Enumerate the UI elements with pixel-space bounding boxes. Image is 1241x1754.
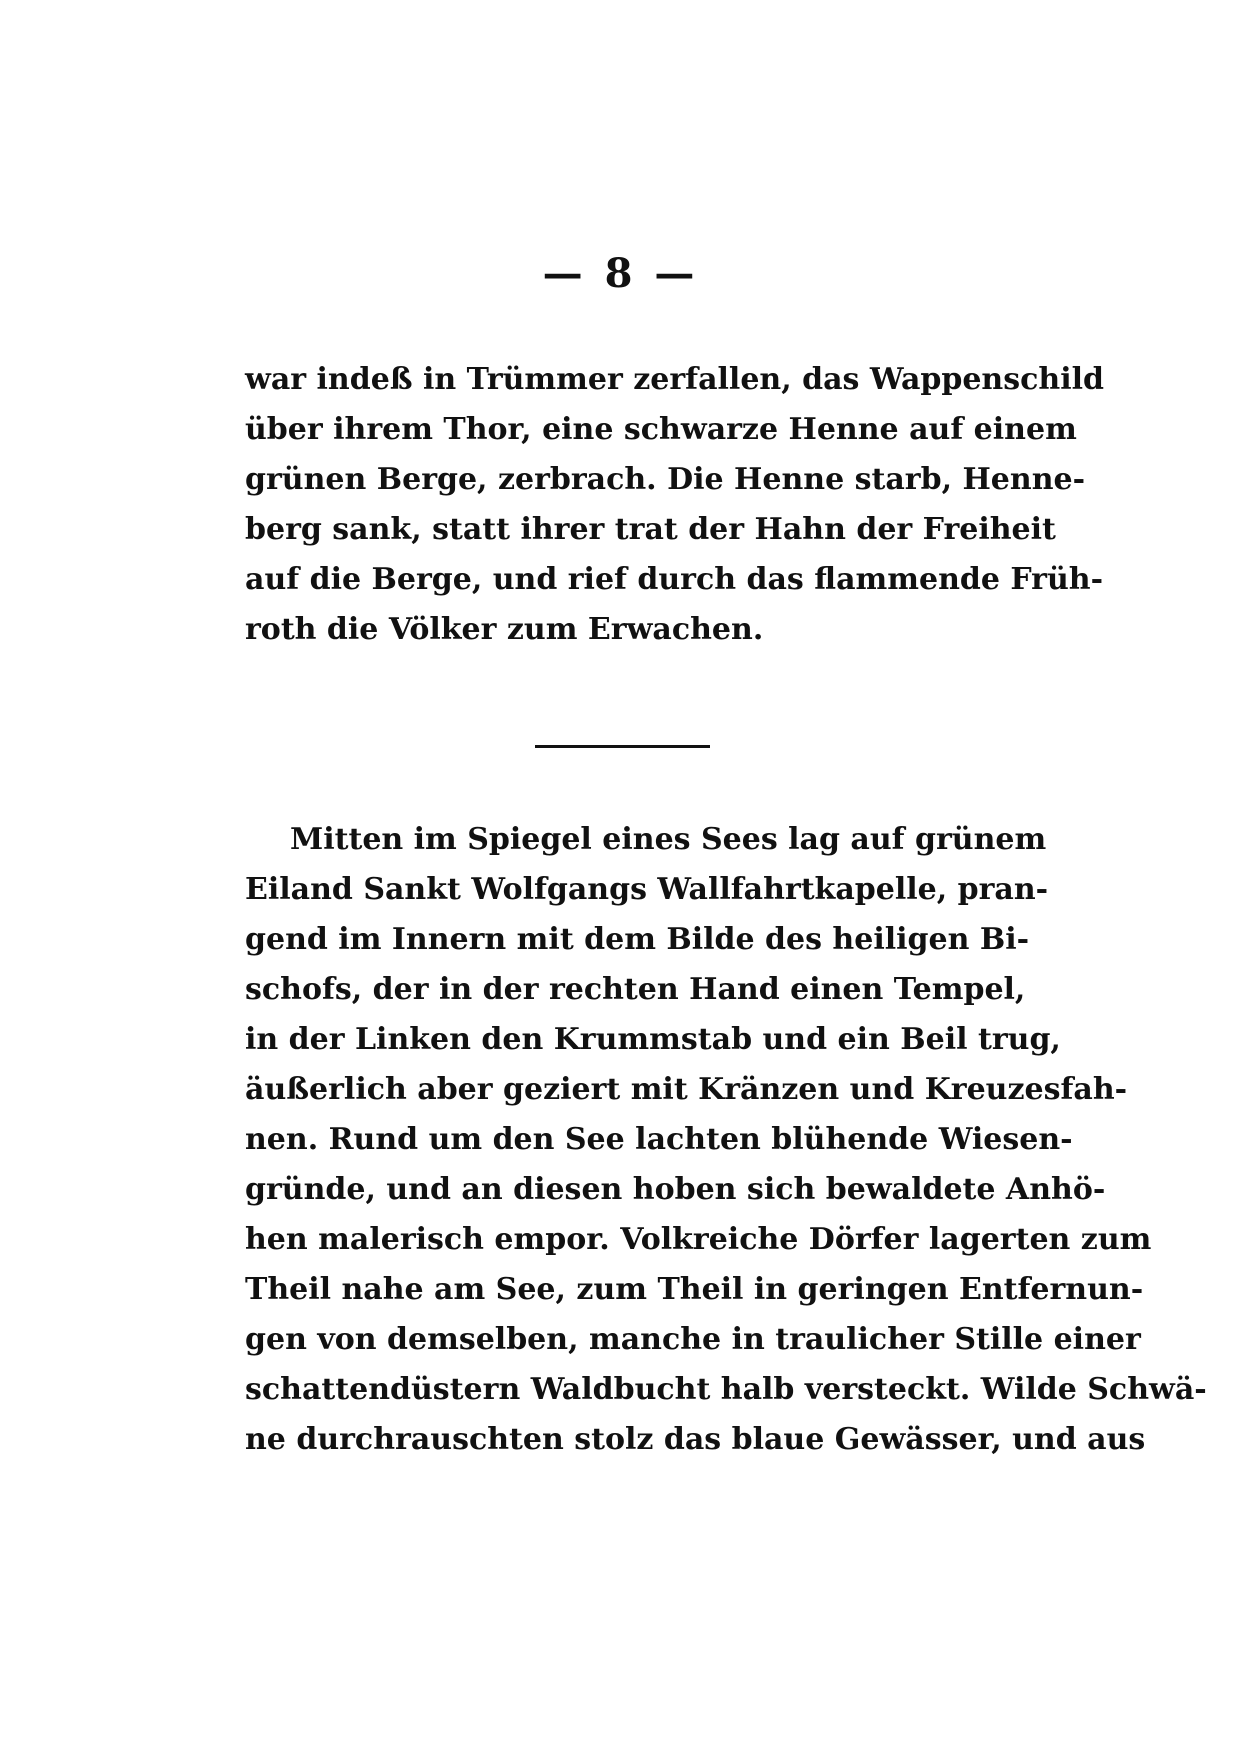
text-line: gen von demselben, manche in traulicher Stille einer xyxy=(245,1322,1141,1357)
text-line: in der Linken den Krummstab und ein Beil trug, xyxy=(245,1022,1061,1057)
page-number: — 8 — xyxy=(542,250,699,297)
text-line: grünen Berge, zerbrach. Die Henne starb, Henne- xyxy=(245,462,1086,497)
paragraph-continued xyxy=(245,355,1104,655)
text-line: Eiland Sankt Wolfgangs Wallfahrtkapelle, pran- xyxy=(245,872,1049,907)
text-line: auf die Berge, und rief durch das flammende Früh- xyxy=(245,562,1104,597)
text-line: gend im Innern mit dem Bilde des heiligen Bi- xyxy=(245,922,1030,957)
text-line: roth die Völker zum Erwachen. xyxy=(245,612,764,647)
text-line: gründe, und an diesen hoben sich bewaldete Anhö- xyxy=(245,1172,1106,1207)
paragraph-new-section xyxy=(245,815,1207,1465)
text-line: war indeß in Trümmer zerfallen, das Wappenschild xyxy=(245,362,1104,397)
text-line: Mitten im Spiegel eines Sees lag auf grünem xyxy=(290,822,1047,857)
text-line: äußerlich aber geziert mit Kränzen und Kreuzesfah- xyxy=(245,1072,1128,1107)
text-line: ne durchrauschten stolz das blaue Gewässer, und aus xyxy=(245,1422,1146,1457)
text-line: schattendüstern Waldbucht halb versteckt. Wilde Schwä- xyxy=(245,1372,1207,1407)
text-line: Theil nahe am See, zum Theil in geringen Entfernun- xyxy=(245,1272,1144,1307)
text-line: über ihrem Thor, eine schwarze Henne auf einem xyxy=(245,412,1077,447)
text-line: schofs, der in der rechten Hand einen Tempel, xyxy=(245,972,1026,1007)
text-line: hen malerisch empor. Volkreiche Dörfer lagerten zum xyxy=(245,1222,1152,1257)
text-line: berg sank, statt ihrer trat der Hahn der Freiheit xyxy=(245,512,1056,547)
section-separator xyxy=(535,745,710,748)
text-line: nen. Rund um den See lachten blühende Wiesen- xyxy=(245,1122,1073,1157)
